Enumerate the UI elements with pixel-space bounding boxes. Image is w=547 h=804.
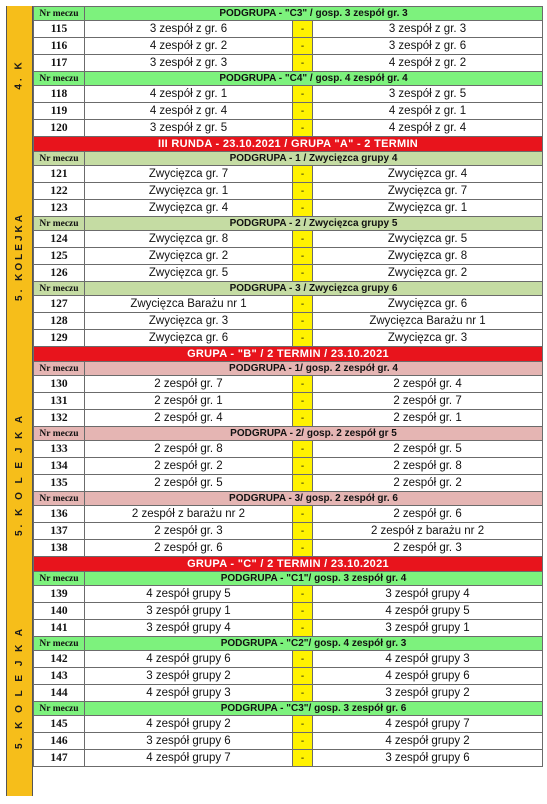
subgroup-title: PODGRUPA - "C3" / gosp. 3 zespół gr. 3 [85,7,543,21]
home-team: 3 zespół z gr. 6 [85,21,293,38]
away-team: Zwycięzca gr. 3 [313,330,543,347]
subgroup-title: PODGRUPA - 2/ gosp. 2 zespół gr 5 [85,427,543,441]
away-team: 4 zespół z gr. 1 [313,103,543,120]
away-team: Zwycięzca gr. 1 [313,200,543,217]
versus-separator: - [293,458,313,475]
home-team: 2 zespół gr. 1 [85,393,293,410]
away-team: Zwycięzca gr. 6 [313,296,543,313]
match-number: 137 [34,523,85,540]
away-team: 4 zespół grupy 6 [313,668,543,685]
match-number: 124 [34,231,85,248]
away-team: Zwycięzca gr. 2 [313,265,543,282]
versus-separator: - [293,248,313,265]
away-team: 2 zespół gr. 8 [313,458,543,475]
match-row [34,685,543,702]
versus-separator: - [293,506,313,523]
match-number: 134 [34,458,85,475]
versus-separator: - [293,55,313,72]
side-label-text: 5. KOLEJKA [14,212,25,301]
match-row [34,716,543,733]
home-team: 4 zespół z gr. 4 [85,103,293,120]
versus-separator: - [293,668,313,685]
match-row [34,733,543,750]
away-team: Zwycięzca gr. 5 [313,231,543,248]
match-row [34,586,543,603]
match-number: 143 [34,668,85,685]
subgroup-title: PODGRUPA - "C2"/ gosp. 4 zespół gr. 3 [85,637,543,651]
subgroup-header-row [34,637,543,651]
away-team: Zwycięzca gr. 7 [313,183,543,200]
match-number: 128 [34,313,85,330]
away-team: 2 zespół gr. 7 [313,393,543,410]
home-team: Zwycięzca gr. 6 [85,330,293,347]
match-row [34,668,543,685]
versus-separator: - [293,540,313,557]
match-number: 139 [34,586,85,603]
versus-separator: - [293,523,313,540]
side-label-kolejka-a [6,143,33,370]
match-number: 121 [34,166,85,183]
away-team: 4 zespół grupy 2 [313,733,543,750]
match-row [34,376,543,393]
match-number: 131 [34,393,85,410]
match-number: 135 [34,475,85,492]
subgroup-header-row [34,362,543,376]
match-row [34,313,543,330]
match-row [34,21,543,38]
match-row [34,265,543,282]
match-number: 142 [34,651,85,668]
home-team: Zwycięzca gr. 7 [85,166,293,183]
match-number: 146 [34,733,85,750]
group-banner-row [34,347,543,362]
match-row [34,458,543,475]
home-team: 4 zespół z gr. 2 [85,38,293,55]
match-number-header: Nr meczu [34,492,85,506]
match-number: 125 [34,248,85,265]
side-label-text: 4. K [14,59,25,90]
versus-separator: - [293,231,313,248]
side-label-4k [6,6,33,143]
away-team: 2 zespół gr. 1 [313,410,543,427]
match-row [34,166,543,183]
match-row [34,620,543,637]
subgroup-title: PODGRUPA - 3/ gosp. 2 zespół gr. 6 [85,492,543,506]
side-label-text: 5. K O L E J K A [14,412,25,536]
match-number-header: Nr meczu [34,7,85,21]
match-number: 120 [34,120,85,137]
group-banner-row [34,557,543,572]
away-team: 3 zespół z gr. 5 [313,86,543,103]
match-row [34,330,543,347]
away-team: 4 zespół grupy 5 [313,603,543,620]
away-team: 4 zespół grupy 3 [313,651,543,668]
home-team: 2 zespół gr. 8 [85,441,293,458]
match-number-header: Nr meczu [34,427,85,441]
match-row [34,200,543,217]
away-team: Zwycięzca gr. 8 [313,248,543,265]
home-team: 3 zespół grupy 2 [85,668,293,685]
subgroup-title: PODGRUPA - 3 / Zwycięzca grupy 6 [85,282,543,296]
versus-separator: - [293,733,313,750]
home-team: 2 zespół gr. 3 [85,523,293,540]
away-team: 2 zespół gr. 2 [313,475,543,492]
match-number: 122 [34,183,85,200]
match-row [34,410,543,427]
subgroup-title: PODGRUPA - 1/ gosp. 2 zespół gr. 4 [85,362,543,376]
match-row [34,248,543,265]
versus-separator: - [293,620,313,637]
away-team: 4 zespół z gr. 2 [313,55,543,72]
match-number: 132 [34,410,85,427]
away-team: 2 zespół gr. 6 [313,506,543,523]
subgroup-header-row [34,702,543,716]
side-label-text: 5. K O L E J K A [14,625,25,749]
match-row [34,296,543,313]
match-number: 144 [34,685,85,702]
match-row [34,651,543,668]
home-team: 2 zespół gr. 4 [85,410,293,427]
subgroup-header-row [34,427,543,441]
home-team: 4 zespół grupy 7 [85,750,293,767]
match-table [33,6,543,767]
match-row [34,441,543,458]
home-team: 4 zespół grupy 6 [85,651,293,668]
subgroup-title: PODGRUPA - "C3"/ gosp. 3 zespół gr. 6 [85,702,543,716]
match-row [34,86,543,103]
away-team: 2 zespół z barażu nr 2 [313,523,543,540]
match-number: 136 [34,506,85,523]
versus-separator: - [293,21,313,38]
home-team: 3 zespół z gr. 5 [85,120,293,137]
away-team: 3 zespół grupy 6 [313,750,543,767]
away-team: Zwycięzca Barażu nr 1 [313,313,543,330]
home-team: 2 zespół z barażu nr 2 [85,506,293,523]
away-team: 3 zespół grupy 1 [313,620,543,637]
away-team: 2 zespół gr. 3 [313,540,543,557]
subgroup-title: PODGRUPA - "C4" / gosp. 4 zespół gr. 4 [85,72,543,86]
match-row [34,475,543,492]
match-number: 118 [34,86,85,103]
versus-separator: - [293,475,313,492]
versus-separator: - [293,103,313,120]
versus-separator: - [293,441,313,458]
match-number-header: Nr meczu [34,362,85,376]
subgroup-header-row [34,72,543,86]
home-team: 4 zespół z gr. 1 [85,86,293,103]
match-number-header: Nr meczu [34,217,85,231]
match-number: 145 [34,716,85,733]
match-number: 133 [34,441,85,458]
versus-separator: - [293,410,313,427]
away-team: Zwycięzca gr. 4 [313,166,543,183]
match-number: 116 [34,38,85,55]
subgroup-title: PODGRUPA - "C1"/ gosp. 3 zespół gr. 4 [85,572,543,586]
home-team: 2 zespół gr. 7 [85,376,293,393]
away-team: 4 zespół z gr. 4 [313,120,543,137]
home-team: 2 zespół gr. 2 [85,458,293,475]
home-team: Zwycięzca gr. 5 [85,265,293,282]
home-team: 3 zespół grupy 1 [85,603,293,620]
match-number-header: Nr meczu [34,152,85,166]
away-team: 3 zespół grupy 2 [313,685,543,702]
versus-separator: - [293,166,313,183]
home-team: 2 zespół gr. 5 [85,475,293,492]
subgroup-header-row [34,217,543,231]
away-team: 2 zespół gr. 4 [313,376,543,393]
match-number: 119 [34,103,85,120]
versus-separator: - [293,296,313,313]
away-team: 3 zespół grupy 4 [313,586,543,603]
away-team: 4 zespół grupy 7 [313,716,543,733]
away-team: 3 zespół z gr. 3 [313,21,543,38]
match-number: 115 [34,21,85,38]
subgroup-header-row [34,152,543,166]
versus-separator: - [293,586,313,603]
versus-separator: - [293,651,313,668]
match-number-header: Nr meczu [34,572,85,586]
subgroup-header-row [34,7,543,21]
home-team: Zwycięzca gr. 4 [85,200,293,217]
away-team: 2 zespół gr. 5 [313,441,543,458]
versus-separator: - [293,313,313,330]
match-row [34,540,543,557]
versus-separator: - [293,200,313,217]
match-number-header: Nr meczu [34,702,85,716]
subgroup-title: PODGRUPA - 1 / Zwycięzca grupy 4 [85,152,543,166]
subgroup-header-row [34,572,543,586]
home-team: 3 zespół grupy 4 [85,620,293,637]
home-team: Zwycięzca gr. 1 [85,183,293,200]
group-banner-title: III RUNDA - 23.10.2021 / GRUPA "A" - 2 TERMIN [34,137,543,152]
match-table-body [34,7,543,767]
versus-separator: - [293,376,313,393]
match-row [34,393,543,410]
match-number: 117 [34,55,85,72]
home-team: Zwycięzca gr. 3 [85,313,293,330]
match-number: 138 [34,540,85,557]
match-number: 129 [34,330,85,347]
match-number-header: Nr meczu [34,72,85,86]
match-number: 126 [34,265,85,282]
match-row [34,750,543,767]
subgroup-header-row [34,492,543,506]
match-number: 123 [34,200,85,217]
home-team: Zwycięzca Barażu nr 1 [85,296,293,313]
home-team: 4 zespół grupy 3 [85,685,293,702]
match-number: 127 [34,296,85,313]
versus-separator: - [293,750,313,767]
group-banner-row [34,137,543,152]
subgroup-title: PODGRUPA - 2 / Zwycięzca grupy 5 [85,217,543,231]
home-team: 3 zespół grupy 6 [85,733,293,750]
match-number: 141 [34,620,85,637]
home-team: 4 zespół grupy 2 [85,716,293,733]
match-row [34,183,543,200]
match-number: 130 [34,376,85,393]
versus-separator: - [293,716,313,733]
versus-separator: - [293,120,313,137]
match-row [34,38,543,55]
versus-separator: - [293,685,313,702]
home-team: 3 zespół z gr. 3 [85,55,293,72]
match-row [34,231,543,248]
versus-separator: - [293,86,313,103]
match-number: 140 [34,603,85,620]
home-team: 4 zespół grupy 5 [85,586,293,603]
group-banner-title: GRUPA - "B" / 2 TERMIN / 23.10.2021 [34,347,543,362]
versus-separator: - [293,603,313,620]
group-banner-title: GRUPA - "C" / 2 TERMIN / 23.10.2021 [34,557,543,572]
versus-separator: - [293,393,313,410]
match-row [34,523,543,540]
match-row [34,55,543,72]
side-label-kolejka-b [6,370,33,578]
subgroup-header-row [34,282,543,296]
match-number-header: Nr meczu [34,282,85,296]
match-row [34,506,543,523]
match-number-header: Nr meczu [34,637,85,651]
versus-separator: - [293,330,313,347]
away-team: 3 zespół z gr. 6 [313,38,543,55]
versus-separator: - [293,183,313,200]
match-row [34,103,543,120]
match-row [34,120,543,137]
versus-separator: - [293,265,313,282]
home-team: Zwycięzca gr. 8 [85,231,293,248]
side-label-kolejka-c [6,578,33,796]
match-number: 147 [34,750,85,767]
match-row [34,603,543,620]
versus-separator: - [293,38,313,55]
home-team: 2 zespół gr. 6 [85,540,293,557]
home-team: Zwycięzca gr. 2 [85,248,293,265]
